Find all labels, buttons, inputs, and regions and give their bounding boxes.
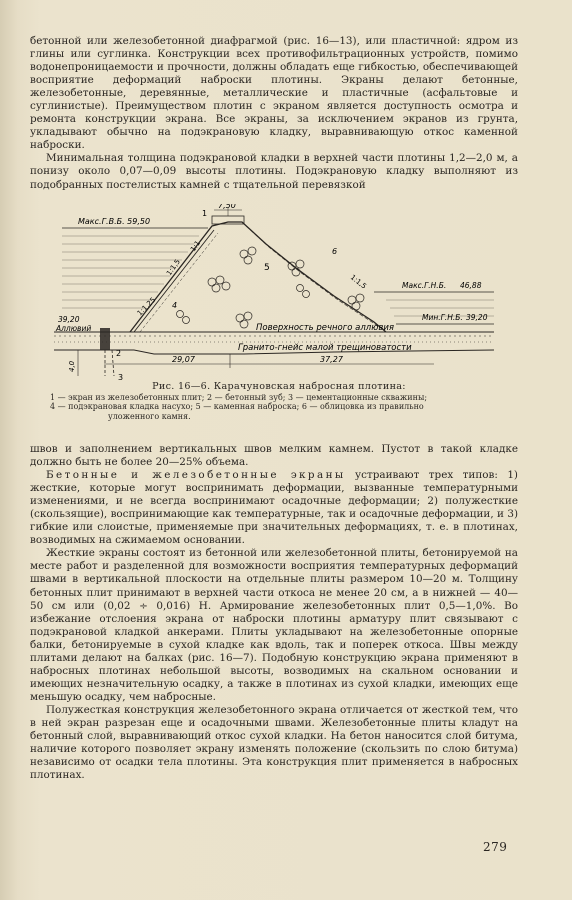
label-downstream-max-value: 46,88 [460,281,482,290]
label-dim-right: 37,27 [320,355,343,364]
label-slope-1: 1:1 [189,239,203,254]
spaced-heading: Бетонные и железобетонные экраны [46,469,346,482]
caption-legend-line-2: 4 — подэкрановая кладка насухо; 5 — каменная наброска; 6 — облицовка из правильно [50,402,424,412]
label-downstream-min: Мин.Г.Н.Б. [422,313,463,322]
label-n3: 3 [118,373,124,380]
label-downstream-min-value: 39,20 [466,313,488,322]
label-n2: 2 [116,349,122,358]
label-dim-left: 29,07 [172,355,195,364]
label-n5: 5 [264,263,270,273]
top-text-block [30,35,518,192]
paragraph-rigid-screens: Жесткие экраны состоят из бетонной или железобетонной плиты, бетонируемой на месте работ и разделенной для возможности восприятия температурных деформаций швами в вертикальной плоскости на отдельные плиты размером 10—20 м. Толщину бетонных плит принимают в верхней части откоса не менее 20 см, а в нижней — 40—50 см или (0,02 ÷ 0,016) H. Армирование железобетонных плит 0,5—1,0%. Во избежание отслоения экрана от наброски плотины арматуру плит связывают с подэкрановой кладкой анкерами. Плиты укладывают на железобетонные опорные балки, бетонируемые в сухой кладке как вдоль, так и поперек откоса. Швы между плитами делают на балках (рис. 16—7). Подобную конструкцию экрана применяют в набросных плотинах небольшой высоты, возводимых на скальном основании и имеющих незначительную осадку, а также в плотинах из сухой кладки, имеющих еще меньшую осадку, чем набросные. [30,547,518,703]
label-n1: 1 [202,209,208,218]
label-upstream-level: Макс.Г.В.Б. 59,50 [78,217,151,226]
label-slope-4: 1:1,5 [348,273,368,291]
label-slope-2: 1:1,5 [165,257,182,278]
label-alluvium-left: Аллювий [56,324,92,333]
label-bedrock: Гранито-гнейс малой трещиноватости [238,343,412,353]
label-dim-depth: 4,0 [68,360,76,372]
paragraph-screen-types-text: устраивают трех типов: 1) жесткие, которые могут воспринимать деформации, вызванные температурными изменениями, и не всегда воспринимают осадочные деформации; 2) полужесткие (скользящие), воспринимающие как температурные, так и осадочные деформации, и 3) гибкие или слоистые, применяемые при значительных деформациях, т. е. в плотинах, возводимых на сжимаемом основании. [30,469,518,547]
dam-cross-section-drawing [34,204,514,380]
bottom-text-block [30,443,518,782]
paragraph-min-thickness: Минимальная толщина подэкрановой кладки в верхней части плотины 1,2—2,0 м, а понизу около 0,07—0,09 высоты плотины. Подэкрановую кладку выполняют из подобранных постелистых камней с тщательной перевязкой [30,152,518,191]
paragraph-semi-rigid: Полужесткая конструкция железобетонного экрана отличается от жесткой тем, что в ней экран разрезан еще и осадочными швами. Железобетонные плиты кладут на бетонный слой, выравнивающий откос сухой кладки. На бетон наносится слой битума, наличие которого позволяет экрану изменять положение (скользить по слою битума) независимо от осадки тела плотины. Эта конструкция плит применяется в набросных плотинах. [30,703,518,782]
caption-legend-line-1: 1 — экран из железобетонных плит; 2 — бетонный зуб; 3 — цементационные скважины; [50,393,428,402]
label-alluvium-surface: Поверхность речного аллювия [256,323,395,333]
paragraph-screen-types [30,469,518,547]
label-slope-3: 1:1,25 [135,295,158,318]
label-left-level: 39,20 [58,315,80,324]
label-crest-width: 7,50 [218,204,236,210]
label-n4: 4 [172,301,178,310]
dam-cross-section-figure [34,204,514,380]
label-downstream-max: Макс.Г.Н.Б. [402,281,447,290]
caption-legend-line-3: уложенного камня. [108,411,191,421]
paragraph-screens: бетонной или железобетонной диафрагмой (рис. 16—13), или пластичной: ядром из глины или суглинка. Конструкции всех противофильтрационных устройств, помимо водонепроницаемости и прочности, должны обладать еще гибкостью, обеспечивающей восприятие деформаций наброски плотины. Экраны делают бетонные, железобетонные, деревянные, металлические и пластичные (асфальтовые и суглинистые). Преимуществом плотин с экраном является доступность осмотра и ремонта конструкции экрана. Все экраны, за исключением экранов из грунта, укладывают обычно на подэкрановую кладку, выравнивающую откос каменной наброски. [30,35,518,152]
caption-title: Рис. 16—6. Карачуновская набросная плотина: [152,381,406,392]
label-n6: 6 [332,247,338,256]
page-number: 279 [483,840,508,854]
figure-caption [44,381,514,421]
paragraph-voids: швов и заполнением вертикальных швов мелким камнем. Пустот в такой кладке должно быть не более 20—25% объема. [30,443,518,469]
